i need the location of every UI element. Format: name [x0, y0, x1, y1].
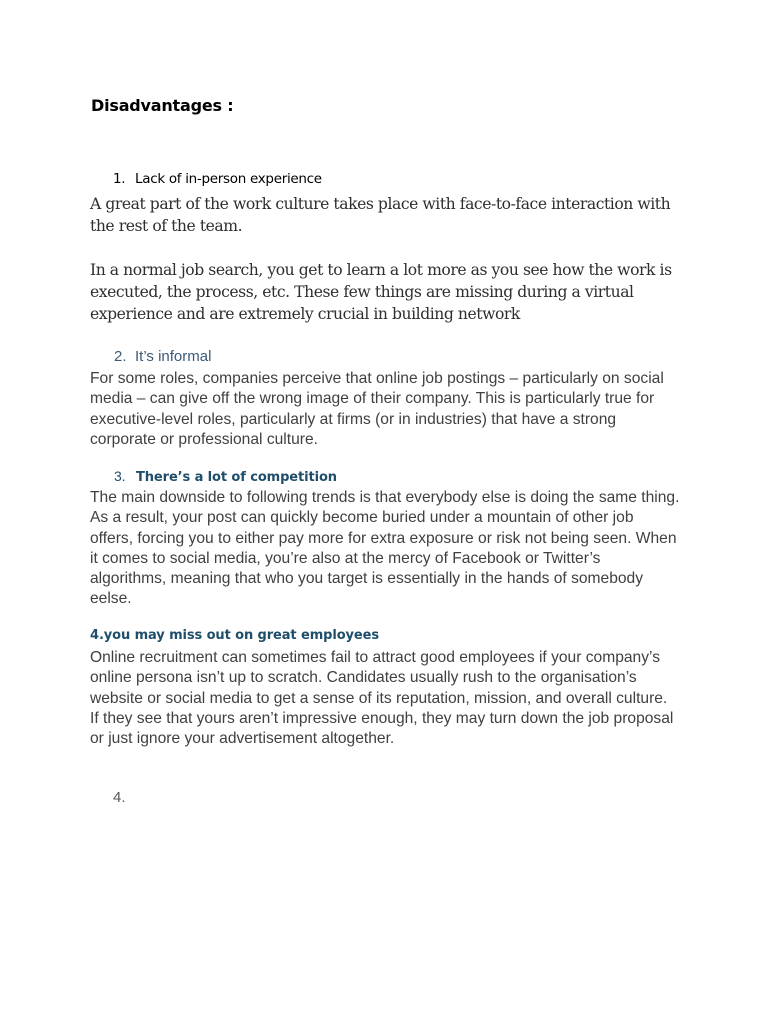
paragraph: Online recruitment can sometimes fail to attract good employees if your company’s online persona isn’t up to scratch. Candidates usually rush to the organisation’s website or social media to get a sense of its reputation, mission, and overall culture. If they see that yours aren’t impressive enough, they may turn down the job proposal or just ignore your advertisement altogether.	[90, 649, 674, 748]
section-heading: Disadvantages :	[91, 96, 234, 115]
list-item-4-heading: 4.you may miss out on great employees	[90, 628, 379, 643]
list-number: 2.	[114, 348, 127, 365]
list-item-3	[114, 468, 337, 485]
paragraph: A great part of the work culture takes place with face-to-face interaction with the rest of the team.	[90, 195, 671, 235]
paragraph: In a normal job search, you get to learn a lot more as you see how the work is executed, the process, etc. These few things are missing during a virtual experience and are extremely crucial in building network	[90, 261, 672, 323]
list-item-2	[114, 348, 211, 365]
empty-list-item: 4.	[113, 789, 126, 806]
list-item-label: It’s informal	[135, 348, 212, 365]
list-item-label: There’s a lot of competition	[136, 470, 337, 485]
paragraph: The main downside to following trends is that everybody else is doing the same thing. As a result, your post can quickly become buried under a mountain of other job offers, forcing you to either pay more for extra exposure or risk not being seen. When it comes to social media, you’re also at the mercy of Facebook or Twitter’s algorithms, meaning that who you target is essentially in the hands of somebody eelse.	[90, 489, 680, 608]
paragraph: For some roles, companies perceive that online job postings – particularly on social media – can give off the wrong image of their company. This is particularly true for executive-level roles, particularly at firms (or in industries) that have a strong corporate or professional culture.	[90, 370, 664, 448]
list-item-1	[113, 171, 322, 187]
list-number: 1.	[113, 171, 126, 187]
list-number: 3.	[114, 468, 126, 484]
list-item-label: Lack of in-person experience	[135, 171, 322, 187]
